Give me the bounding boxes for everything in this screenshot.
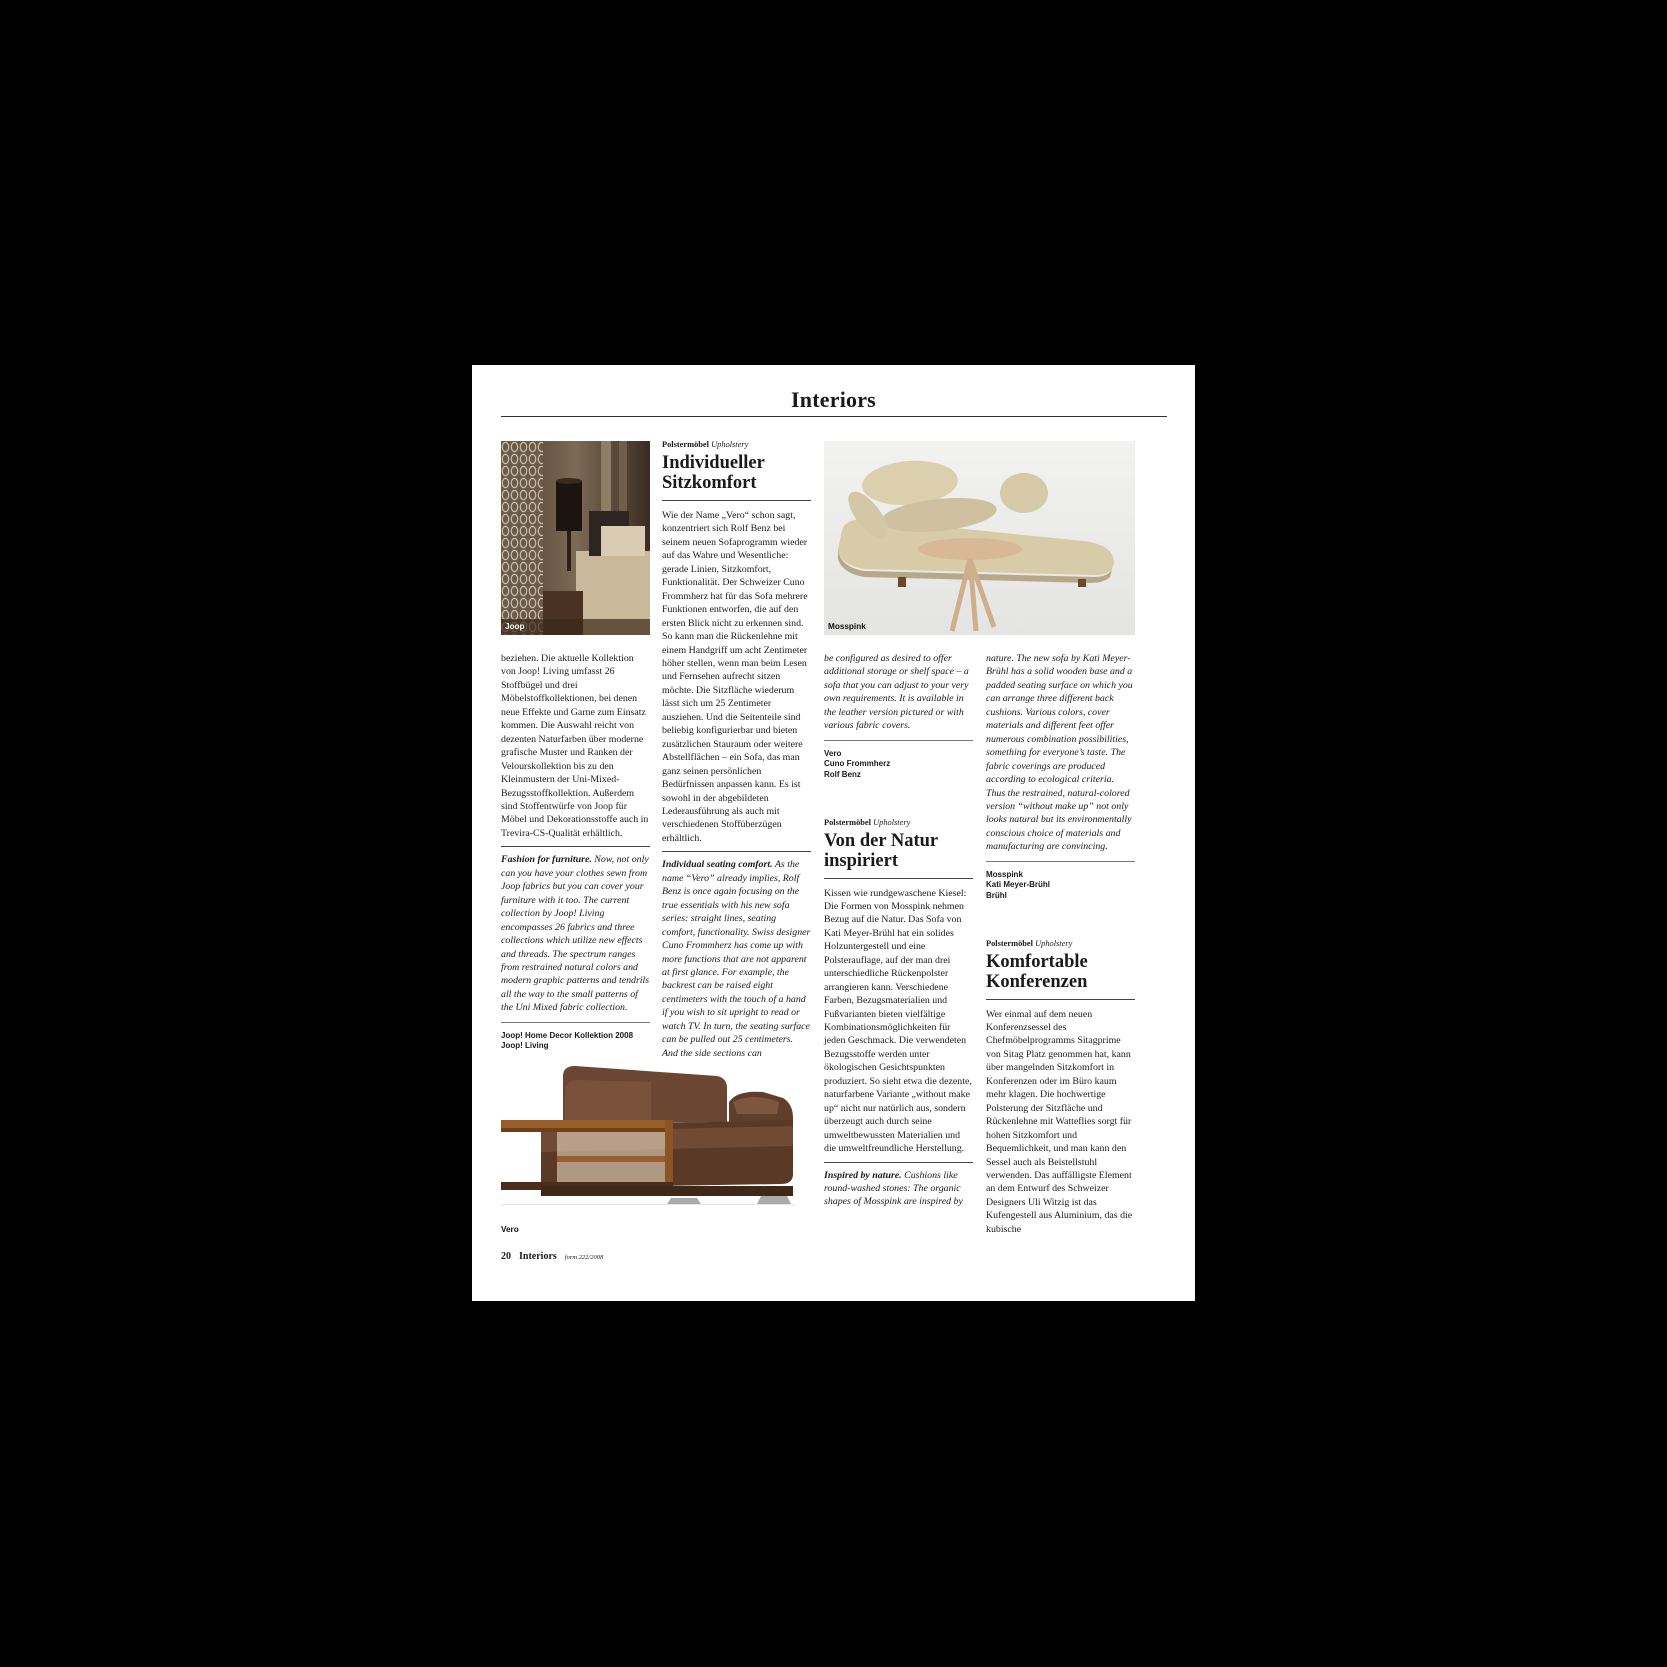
magazine-page: [472, 365, 1195, 1301]
photo-caption: Joop: [505, 622, 525, 631]
photo-caption: Mosspink: [828, 622, 866, 631]
headline-line: Sitzkomfort: [662, 473, 757, 493]
english-text: Now, not only can you have your clothes sewn from Joop fabrics but you can cover your furniture with it too. The current collection by Joop! Living encompasses 26 fabrics and three collections which utilize new effects and threads. The spectrum ranges from restrained natural colors and modern graphic patterns and tendrils all the way to the small patterns of the Uni Mixed fabric collection.: [501, 854, 650, 1014]
kicker-label: Polstermöbel: [986, 938, 1033, 948]
article-headline: [986, 952, 1135, 992]
english-text: As the name “Vero” already implies, Rolf Benz is once again focusing on the true essentials with his new sofa series: straight lines, seating comfort, functionality. Swiss designer Cuno Frommherz has come up with more functions that are not apparent at first glance. For example, the backrest can be raised eight centimeters with the touch of a hand if you wish to sit upright to read or watch TV. In turn, the seating surface can be pulled out 25 centimeters. And the side sections can: [662, 859, 811, 1059]
column-1: [501, 652, 650, 1052]
rule: [986, 861, 1135, 862]
article-headline: [824, 831, 973, 871]
body-text-english: nature. The new sofa by Kati Meyer-Brühl has a solid wooden base and a padded seating surface on which you can arrange three different back cushions. Various colors, cover materials and different feet offer numerous combination possibilities, something for everyone’s taste. The fabric coverings are produced according to ecological criteria. Thus the restrained, natural-colored version “without make up” not only looks natural but its environmentally conscious choice of materials and manufacturing are convincing.: [986, 653, 1133, 853]
lead-in: Inspired by nature.: [824, 1169, 902, 1181]
credit-line: Joop! Home Decor Kollektion 2008: [501, 1030, 634, 1040]
body-text-german: Wie der Name „Vero“ schon sagt, konzentriert sich Rolf Benz bei seinem neuen Sofaprogramm wieder auf das Wahre und Wesentliche: gerade Linien, Sitzkomfort, Funktionalität. Der Schweizer Cuno Frommherz hat für das Sofa mehrere Funktionen entworfen, die auf den ersten Blick nicht zu erkennen sind. So kann man die Rückenlehne mit einem Handgriff um acht Zentimeter höher stellen, wenn man beim Lesen und Fernsehen aufrecht sitzen möchte. Die Sitzfläche wiederum lässt sich um 25 Zentimeter ausziehen. Und die Seitenteile sind beliebig konfigurierbar und bieten zusätzlichen Stauraum oder weitere Abstellflächen – ein Sofa, das man ganz seinen persönlichen Bedürfnissen anpassen kann. Es ist sowohl in der abgebildeten Lederausführung als auch mit verschiedenen Stoffüberzügen erhältlich.: [662, 510, 808, 844]
page-number: 20: [501, 1251, 511, 1262]
kicker-label: Polstermöbel: [662, 440, 709, 449]
footer-section: Interiors: [519, 1251, 557, 1262]
kicker-label: Polstermöbel: [824, 817, 871, 827]
credit-line: Kati Meyer-Brühl: [986, 880, 1051, 890]
kicker: [824, 817, 973, 828]
kicker: [986, 938, 1135, 949]
credit-line: Joop! Living: [501, 1041, 549, 1051]
credit-line: Brühl: [986, 890, 1007, 900]
english-text: Cushions like round-washed stones: The organic shapes of Mosspink are inspired by: [824, 1169, 963, 1208]
body-text-german: beziehen. Die aktuelle Kollektion von Joop! Living umfasst 26 Stoffbügel und drei Möbelstoffkollektionen, bei denen neue Effekte und Garne zum Einsatz kommen. Die Auswahl reicht von dezenten Naturfarben über moderne grafische Muster und Ranken der Velourskollektion bis zu den Kleinmustern der Uni-Mixed-Bezugsstoffkollektion. Außerdem sind Stoffentwürfe von Joop für Möbel und Dekorationsstoffe auch in Trevira-CS-Qualität erhältlich.: [501, 653, 649, 839]
article-headline: [662, 453, 811, 493]
credit-line: Rolf Benz: [824, 769, 861, 779]
column-4: [986, 652, 1135, 1236]
mosspink-photo: [824, 441, 1135, 635]
page-footer: [501, 1251, 603, 1262]
column-2: [662, 439, 811, 1060]
body-text-english: be configured as desired to offer additional storage or shelf space – a sofa that you can adjust to your very own requirements. It is available in the leather version pictured or with various fabric covers.: [824, 653, 969, 732]
rule: [501, 1022, 650, 1023]
headline-line: Komfortable: [986, 951, 1088, 972]
rule: [662, 851, 811, 852]
column-3: [824, 652, 973, 1209]
kicker-english: Upholstery: [711, 440, 749, 449]
headline-line: Konferenzen: [986, 971, 1088, 992]
body-text-english: [662, 858, 811, 1060]
headline-line: Individueller: [662, 453, 765, 473]
rule: [824, 1162, 973, 1163]
kicker: [662, 439, 811, 450]
kicker-english: Upholstery: [1035, 938, 1073, 948]
credit-line: Cuno Frommherz: [824, 759, 891, 769]
section-title: Interiors: [791, 387, 876, 412]
rule: [824, 878, 973, 879]
rule: [662, 500, 811, 501]
credit-line: Vero: [824, 748, 842, 758]
header-rule: [501, 416, 1167, 417]
kicker-english: Upholstery: [873, 817, 911, 827]
rule: [501, 846, 650, 847]
body-text-english: [501, 853, 650, 1014]
body-text-german: Wer einmal auf dem neuen Konferenzsessel des Chefmöbelprogramms Sitagprime von Sitag Platz genommen hat, kann über mangelnden Sitzkomfort in Konferenzen oder im Büro kaum mehr klagen. Die hochwertige Polsterung der Sitzfläche und Rückenlehne mit Watteflies sorgt für hohen Sitzkomfort und Bequemlichkeit, und man kann den Sessel auch als Beistellstuhl verwenden. Das auffälligste Element an dem Entwurf des Schweizer Designers Uli Witzig ist das Kufengestell aus Aluminium, das die kubische: [986, 1008, 1133, 1235]
photo-caption: Vero: [501, 1225, 519, 1234]
lead-in: Fashion for furniture.: [501, 854, 592, 866]
credit-line: Mosspink: [986, 869, 1023, 879]
magazine-issue: form 222/2008: [564, 1254, 604, 1261]
vero-photo: [501, 1062, 795, 1234]
lead-in: Individual seating comfort.: [662, 859, 773, 871]
headline-line: Von der Natur: [824, 830, 939, 851]
body-text-german: Kissen wie rundgewaschene Kiesel: Die Formen von Mosspink nehmen Bezug auf die Natur. Das Sofa von Kati Meyer-Brühl hat ein solides Holzuntergestell und eine Polsterauflage, auf der man drei unterschiedliche Rückenpolster arrangieren kann. Verschiedene Farben, Bezugsmaterialien und Fußvarianten bieten vielfältige Kombinationsmöglichkeiten für jeden Geschmack. Die verwendeten Bezugsstoffe werden unter ökologischen Gesichtspunkten produziert. So sieht etwa die dezente, naturfarbene Variante „without make up“ nicht nur natürlich aus, sondern überzeugt auch durch seine umweltbewussten Materialien und die umweltfreundliche Herstellung.: [824, 887, 972, 1155]
rule: [824, 740, 973, 741]
rule: [986, 999, 1135, 1000]
body-text-english: [824, 1169, 973, 1209]
joop-photo: [501, 441, 650, 635]
headline-line: inspiriert: [824, 850, 898, 871]
